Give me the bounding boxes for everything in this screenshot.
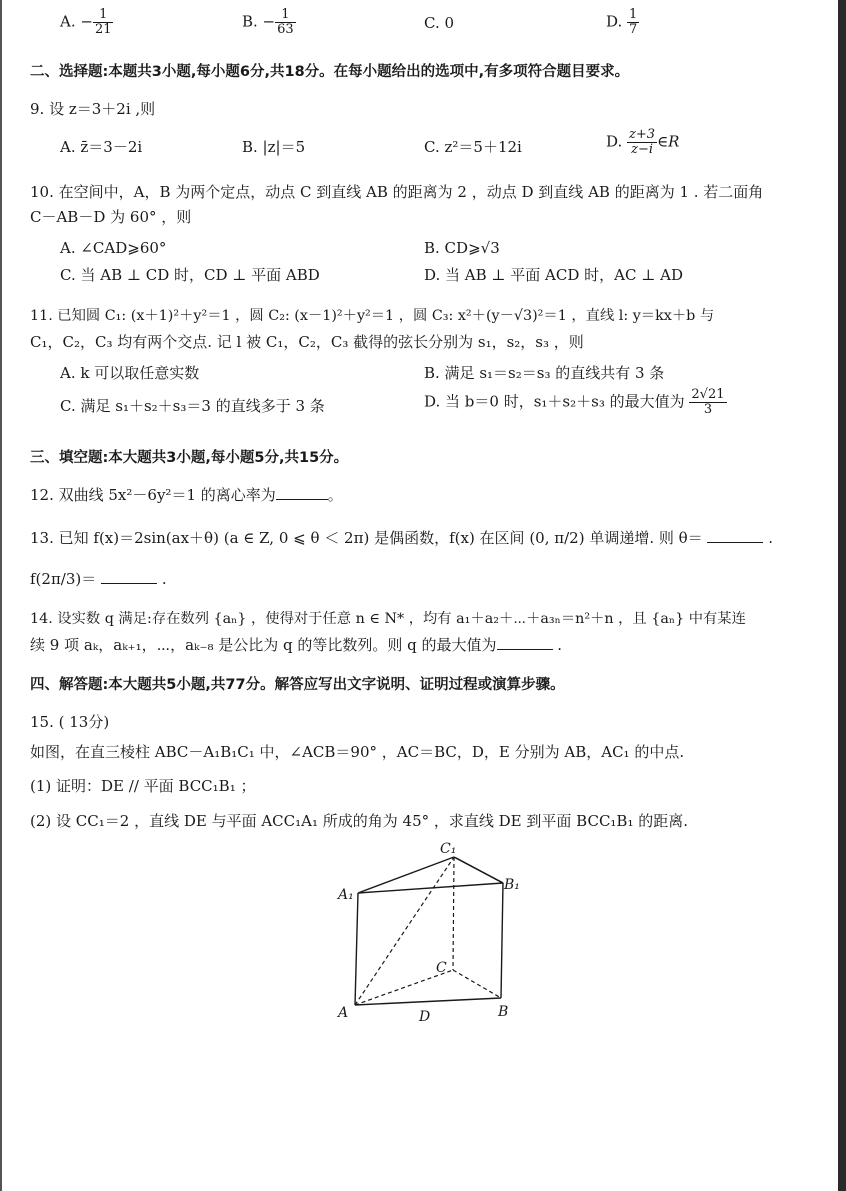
q8-b-fraction xyxy=(275,8,296,37)
label-a: A xyxy=(338,1005,349,1021)
section4-heading: 四、解答题:本大题共5小题,共77分。解答应写出文字说明、证明过程或演算步骤。 xyxy=(30,677,565,693)
q10-line2: C－AB－D 为 60° ，则 xyxy=(30,208,192,226)
q8-option-a xyxy=(60,8,113,37)
q10-option-d: D. 当 AB ⊥ 平面 ACD 时，AC ⊥ AD xyxy=(424,266,683,284)
q15-title: 15. ( 13分) xyxy=(30,713,110,731)
q8-d-prefix: D. xyxy=(606,12,623,31)
q8-option-c: C. 0 xyxy=(424,14,455,32)
label-a1: A₁ xyxy=(338,887,354,903)
label-c1: C₁ xyxy=(440,841,457,857)
q15-stem: 如图，在直三棱柱 ABC－A₁B₁C₁ 中，∠ACB＝90° ，AC＝BC，D，E 分别为 AB，AC₁ 的中点. xyxy=(30,743,685,761)
q13-theta-blank[interactable] xyxy=(707,528,763,543)
q8-a-prefix: A. − xyxy=(60,12,93,31)
q9-stem: 9. 设 z＝3＋2i ,则 xyxy=(30,100,156,118)
q9-d-den: z−i xyxy=(631,142,653,157)
q13-line2 xyxy=(30,568,167,590)
q9-d-suffix: ∈R xyxy=(657,132,680,151)
section3-heading: 三、填空题:本大题共3小题,每小题5分,共15分。 xyxy=(30,450,349,466)
q8-b-prefix: B. − xyxy=(242,12,276,31)
q11-option-b: B. 满足 s₁＝s₂＝s₃ 的直线共有 3 条 xyxy=(424,364,665,382)
q11-option-d xyxy=(424,388,727,417)
q14-answer-blank[interactable] xyxy=(497,635,553,650)
q9-option-a: A. z̄＝3－2i xyxy=(60,138,143,156)
q13-value-blank[interactable] xyxy=(101,569,157,584)
label-d: D xyxy=(419,1009,431,1025)
q14-text2: 续 9 项 aₖ，aₖ₊₁，⋯，aₖ₋₈ 是公比为 q 的等比数列。则 q 的最大值为 xyxy=(30,636,497,654)
q8-d-num: 1 xyxy=(629,7,638,22)
q15-part1: (1) 证明：DE // 平面 BCC₁B₁ ； xyxy=(30,777,256,795)
q11-d-fraction xyxy=(689,388,726,417)
label-b: B xyxy=(498,1004,509,1020)
q15-part2: (2) 设 CC₁＝2 ，直线 DE 与平面 ACC₁A₁ 所成的角为 45° ，求直线 DE 到平面 BCC₁B₁ 的距离. xyxy=(30,812,689,830)
q8-a-num: 1 xyxy=(93,8,114,23)
q8-a-fraction xyxy=(93,8,114,37)
q12-answer-blank[interactable] xyxy=(276,485,328,500)
q11-line2: C₁，C₂，C₃ 均有两个交点. 记 l 被 C₁，C₂，C₃ 截得的弦长分别为 s₁，s₂，s₃ ，则 xyxy=(30,333,584,351)
q13-end1: . xyxy=(768,529,774,547)
q13-text1: 13. 已知 f(x)＝2sin(ax＋θ) (a ∈ Z, 0 ⩽ θ ＜ 2π) 是偶函数，f(x) 在区间 (0, π/2) 单调递增. 则 θ＝ xyxy=(30,529,703,547)
exam-page xyxy=(30,0,830,1191)
label-b1: B₁ xyxy=(504,877,520,893)
q13-text2: f(2π/3)＝ xyxy=(30,570,97,588)
q12-text: 12. 双曲线 5x²－6y²＝1 的离心率为 xyxy=(30,486,276,504)
q14-end2: . xyxy=(557,636,563,654)
q8-b-den: 63 xyxy=(277,22,294,37)
q10-option-b: B. CD⩾√3 xyxy=(424,239,500,257)
q11-option-a: A. k 可以取任意实数 xyxy=(60,364,200,382)
q11-d-den: 3 xyxy=(703,402,713,417)
q8-b-num: 1 xyxy=(275,8,296,23)
q8-option-b xyxy=(242,8,296,37)
q13-line1 xyxy=(30,527,773,549)
q13-end2: . xyxy=(161,570,167,588)
q9-d-num: z+3 xyxy=(629,127,656,142)
page-left-edge xyxy=(0,0,2,1191)
q11-line1: 11. 已知圆 C₁: (x＋1)²＋y²＝1 ，圆 C₂: (x－1)²＋y²＝1 ，圆 C₃: x²＋(y－√3)²＝1 ，直线 l: y＝kx＋b 与 xyxy=(30,308,715,324)
q9-option-b: B. |z|＝5 xyxy=(242,138,306,156)
q8-a-den: 21 xyxy=(94,22,112,37)
q14-line2 xyxy=(30,634,562,656)
q10-option-c: C. 当 AB ⊥ CD 时，CD ⊥ 平面 ABD xyxy=(60,266,320,284)
q11-option-c: C. 满足 s₁＋s₂＋s₃＝3 的直线多于 3 条 xyxy=(60,397,325,415)
q8-option-d xyxy=(606,8,639,37)
q9-option-d xyxy=(606,128,679,157)
page-right-edge xyxy=(838,0,846,1191)
q10-line1: 10. 在空间中，A，B 为两个定点，动点 C 到直线 AB 的距离为 2 ，动点 D 到直线 AB 的距离为 1 . 若二面角 xyxy=(30,183,764,201)
q10-option-a: A. ∠CAD⩾60° xyxy=(60,239,167,257)
q9-d-fraction xyxy=(627,128,657,157)
q12-line xyxy=(30,484,343,506)
q8-d-den: 7 xyxy=(629,22,638,37)
q9-d-prefix: D. xyxy=(606,132,623,151)
q11-d-prefix: D. 当 b＝0 时，s₁＋s₂＋s₃ 的最大值为 xyxy=(424,392,685,411)
label-c: C xyxy=(436,960,447,976)
q11-d-num: 2√21 xyxy=(691,387,725,402)
q14-line1: 14. 设实数 q 满足:存在数列 {aₙ} ，使得对于任意 n ∈ N* ，均有 a₁＋a₂＋⋯＋a₃ₙ＝n²＋n ，且 {aₙ} 中有某连 xyxy=(30,611,746,627)
q12-end: 。 xyxy=(327,486,343,504)
section2-heading: 二、选择题:本题共3小题,每小题6分,共18分。在每小题给出的选项中,有多项符合题目要求。 xyxy=(30,64,630,80)
q9-option-c: C. z²＝5＋12i xyxy=(424,138,522,156)
q8-d-fraction xyxy=(627,8,639,37)
